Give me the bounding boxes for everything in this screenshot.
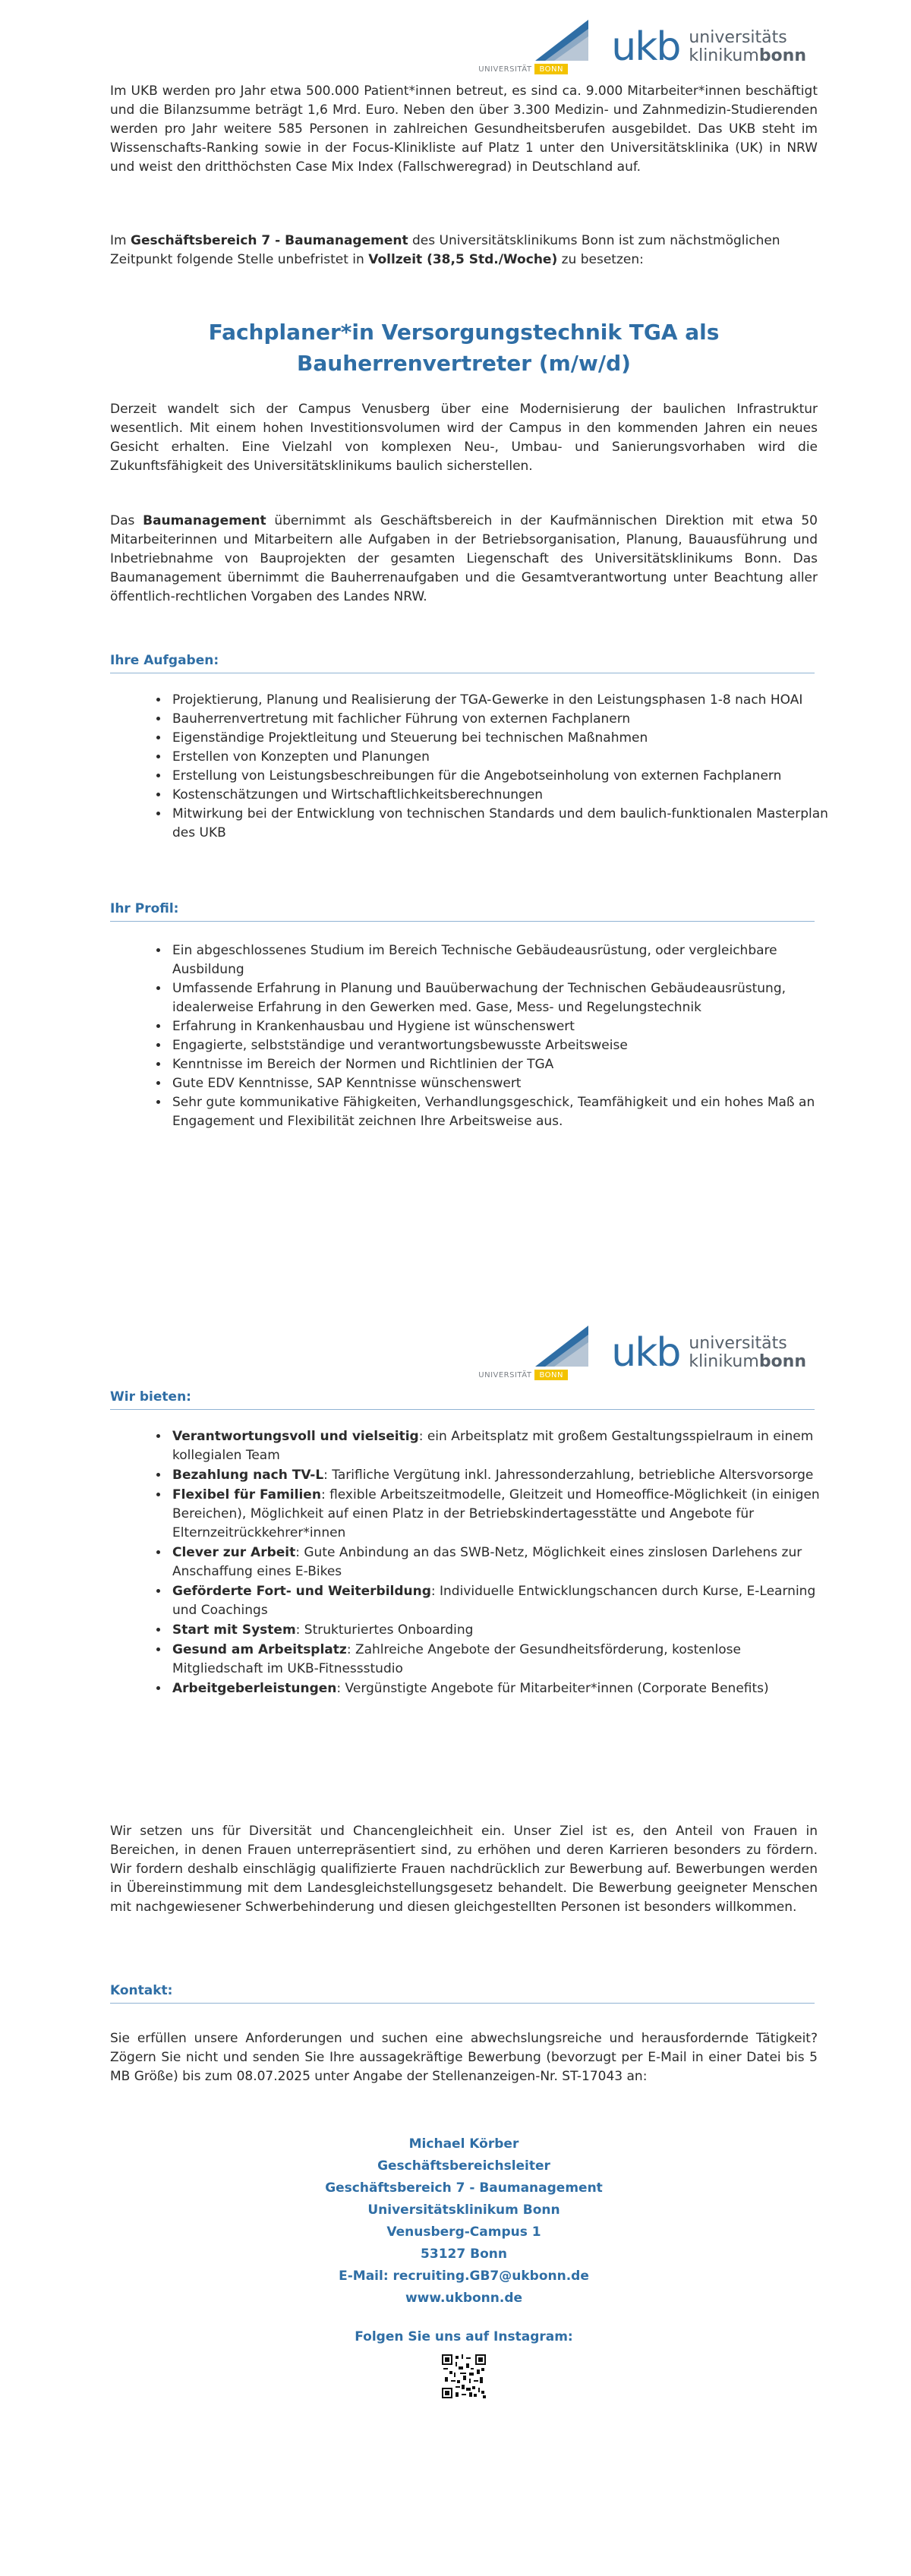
university-logo-caption <box>478 1370 568 1380</box>
description-text-a: Das <box>110 513 143 528</box>
header-logos <box>478 1323 806 1383</box>
list-item <box>169 1543 830 1581</box>
position-paragraph <box>110 232 818 270</box>
ukb-logo-mark: ukb <box>611 1330 680 1376</box>
contact-paragraph: Sie erfüllen unsere Anforderungen und suchen eine abwechslungsreiche und herausfordernde Tätigkeit? Zögern Sie nicht und senden Sie Ihre aussagekräftige Bewerbung (bevorzugt per E-Mail in einer Datei bis 5 MB Größe) bis zum 08.07.2025 unter Angabe der Stellenanzeigen-Nr. ST-17043 an: <box>110 2031 818 2084</box>
uni-caption-text: UNIVERSITÄT <box>478 65 532 74</box>
list-item: • Mitwirkung bei der Entwicklung von technischen Standards und dem baulich-funktionalen Masterplan des UKB <box>169 805 830 843</box>
offer-title: Flexibel für Familien <box>172 1487 321 1502</box>
description-paragraph-2 <box>110 512 818 607</box>
contact-name: Michael Körber <box>408 2136 519 2152</box>
contact-heading: Kontakt: <box>110 1982 815 2004</box>
ukb-logo-klinikum: klinikum <box>689 46 759 65</box>
contact-street: Venusberg-Campus 1 <box>386 2224 541 2240</box>
offer-title: Verantwortungsvoll und vielseitig <box>172 1429 419 1444</box>
university-logo-caption <box>478 64 568 74</box>
university-logo-graphic <box>478 1326 588 1368</box>
list-item: • Erfahrung in Krankenhausbau und Hygiene ist wünschenswert <box>169 1017 830 1036</box>
list-item <box>169 1466 830 1485</box>
list-item: • Gute EDV Kenntnisse, SAP Kenntnisse wünschenswert <box>169 1074 830 1093</box>
tasks-list <box>110 691 830 843</box>
offers-list <box>110 1427 830 1699</box>
offer-title: Arbeitgeberleistungen <box>172 1681 337 1696</box>
list-item <box>169 1641 830 1679</box>
description-text-b: übernimmt als Geschäftsbereich in der Kaufmännischen Direktion mit etwa 50 Mitarbeiterinnen und Mitarbeitern alle Aufgaben in der Betriebsorganisation, Planung, Bauausführung und Inbetriebnahme von Bauprojekten der gesamten Liegenschaft des Universitätsklinikums Bonn. Das Baumanagement übernimmt die Bauherrenaufgaben und die Gesamtverantwortung unter Beachtung aller öffentlich-rechtlichen Vorgaben des Landes NRW. <box>110 513 818 604</box>
ukb-logo-text <box>689 1335 806 1371</box>
offer-title: Geförderte Fort- und Weiterbildung <box>172 1584 431 1599</box>
contact-email[interactable]: E-Mail: recruiting.GB7@ukbonn.de <box>339 2269 589 2284</box>
offer-title: Gesund am Arbeitsplatz <box>172 1642 347 1657</box>
list-item: • Ein abgeschlossenes Studium im Bereich Technische Gebäudeausrüstung, oder vergleichbare Ausbildung <box>169 941 830 979</box>
list-item: • Eigenständige Projektleitung und Steuerung bei technischen Maßnahmen <box>169 729 830 748</box>
uni-caption-bonn: BONN <box>534 1370 568 1380</box>
intro-paragraph: Im UKB werden pro Jahr etwa 500.000 Patient*innen betreut, es sind ca. 9.000 Mitarbeiter*innen beschäftigt und die Bilanzsumme beträgt 1,6 Mrd. Euro. Neben den über 3.300 Medizin- und Zahnmedizin-Studierenden werden pro Jahr weitere 585 Personen in zahlreichen Gesundheitsberufen ausgebildet. Das UKB steht im Wissenschafts-Ranking sowie in der Focus-Klinikliste auf Platz 1 unter den Universitätsklinika (UK) in NRW und weist den dritthöchsten Case Mix Index (Fallschweregrad) in Deutschland auf. <box>110 84 818 175</box>
list-item: • Erstellen von Konzepten und Planungen <box>169 748 830 767</box>
list-item: • Erstellung von Leistungsbeschreibungen für die Angebotseinholung von externen Fachplanern <box>169 767 830 786</box>
instagram-qr-code[interactable] <box>442 2354 486 2398</box>
department-name: Geschäftsbereich 7 - Baumanagement <box>130 233 408 248</box>
offer-title: Bezahlung nach TV-L <box>172 1468 324 1483</box>
list-item <box>169 1582 830 1620</box>
list-item: • Sehr gute kommunikative Fähigkeiten, Verhandlungsgeschick, Teamfähigkeit und ein hohes Maß an Engagement und Flexibilität zeichnen Ihre Arbeitsweise aus. <box>169 1093 830 1131</box>
contact-department: Geschäftsbereich 7 - Baumanagement <box>325 2180 603 2196</box>
ukb-logo-bonn: bonn <box>758 1352 806 1371</box>
contact-organisation: Universitätsklinikum Bonn <box>367 2202 560 2218</box>
ukb-logo-line2 <box>689 1353 806 1371</box>
list-item: • Kenntnisse im Bereich der Normen und Richtlinien der TGA <box>169 1055 830 1074</box>
university-logo-graphic <box>478 20 588 62</box>
diversity-paragraph: Wir setzen uns für Diversität und Chancengleichheit ein. Unser Ziel ist es, den Anteil von Frauen in Bereichen, in denen Frauen unterrepräsentiert sind, zu erhöhen und deren Karrieren besonders zu fördern. Wir fordern deshalb einschlägig qualifizierte Frauen nachdrücklich zur Bewerbung auf. Bewerbungen werden in Übereinstimmung mit dem Landesgleichstellungsgesetz behandelt. Die Bewerbung geeigneter Menschen mit nachgewiesener Schwerbehinderung und diesen gleichgestellten Personen ist besonders willkommen. <box>110 1824 818 1915</box>
ukb-logo-line1: universitäts <box>689 1334 787 1353</box>
offer-text: : Individuelle Entwicklungschancen durch Kurse, E-Learning und Coachings <box>172 1584 816 1618</box>
ukb-logo-line2 <box>689 47 806 65</box>
contact-role: Geschäftsbereichsleiter <box>377 2158 550 2174</box>
baumanagement-term: Baumanagement <box>143 513 266 528</box>
offer-text: : Vergünstigte Angebote für Mitarbeiter*innen (Corporate Benefits) <box>336 1681 769 1696</box>
offer-text: : Zahlreiche Angebote der Gesundheitsförderung, kostenlose Mitgliedschaft im UKB-Fitnessstudio <box>172 1642 741 1676</box>
ukb-logo-text <box>689 29 806 65</box>
offer-text: : Gute Anbindung an das SWB-Netz, Möglichkeit eines zinslosen Darlehens zur Anschaffung eines E-Bikes <box>172 1545 802 1579</box>
ukb-logo-mark: ukb <box>611 24 680 70</box>
tasks-heading: Ihre Aufgaben: <box>110 651 815 673</box>
offer-text: : Strukturiertes Onboarding <box>295 1622 474 1638</box>
profile-list <box>110 941 830 1131</box>
uni-caption-bonn: BONN <box>534 64 568 74</box>
uni-caption-text: UNIVERSITÄT <box>478 1371 532 1379</box>
ukb-logo-klinikum: klinikum <box>689 1352 759 1371</box>
offer-title: Start mit System <box>172 1622 296 1638</box>
position-text-a: Im <box>110 233 131 248</box>
position-text-c: zu besetzen: <box>557 252 644 267</box>
list-item <box>169 1427 830 1465</box>
profile-heading: Ihr Profil: <box>110 900 815 922</box>
offer-text: : flexible Arbeitszeitmodelle, Gleitzeit und Homeoffice-Möglichkeit (in einigen Bereichen), Möglichkeit auf einen Platz in der Betriebskindertagesstätte und Angebote für Elternzeitrückkehrer*innen <box>172 1487 820 1540</box>
header-logos <box>478 17 806 77</box>
ukb-logo-bonn: bonn <box>758 46 806 65</box>
contact-address <box>110 2133 818 2398</box>
list-item: • Bauherrenvertretung mit fachlicher Führung von externen Fachplanern <box>169 710 830 729</box>
offer-text: : ein Arbeitsplatz mit großem Gestaltungsspielraum in einem kollegialen Team <box>172 1429 814 1463</box>
list-item <box>169 1621 830 1640</box>
job-title: Fachplaner*in Versorgungstechnik TGA als Bauherrenvertreter (m/w/d) <box>208 320 720 376</box>
ukb-logo-line1: universitäts <box>689 28 787 47</box>
offer-title: Clever zur Arbeit <box>172 1545 296 1560</box>
offers-heading: Wir bieten: <box>110 1388 815 1410</box>
list-item: • Kostenschätzungen und Wirtschaftlichkeitsberechnungen <box>169 786 830 805</box>
position-text-b: des Universitätsklinikums Bonn ist zum nächstmöglichen Zeitpunkt folgende Stelle unbefristet in <box>110 233 780 267</box>
list-item: • Umfassende Erfahrung in Planung und Bauüberwachung der Technischen Gebäudeausrüstung, idealerweise Erfahrung in den Gewerken med. Gase, Mess- und Regelungstechnik <box>169 979 830 1017</box>
instagram-label: Folgen Sie uns auf Instagram: <box>355 2329 573 2344</box>
list-item: • Projektierung, Planung und Realisierung der TGA-Gewerke in den Leistungsphasen 1-8 nach HOAI <box>169 691 830 710</box>
list-item <box>169 1679 830 1698</box>
offer-text: : Tarifliche Vergütung inkl. Jahressonderzahlung, betriebliche Altersvorsorge <box>323 1468 814 1483</box>
university-bonn-logo <box>478 1326 588 1380</box>
contact-city: 53127 Bonn <box>421 2247 507 2262</box>
page-2 <box>0 1298 911 2576</box>
university-bonn-logo <box>478 20 588 74</box>
description-paragraph-1: Derzeit wandelt sich der Campus Venusberg über eine Modernisierung der baulichen Infrastruktur wesentlich. Mit einem hohen Investitionsvolumen wird der Campus in den kommenden Jahren ein neues Gesicht erhalten. Eine Vielzahl von komplexen Neu-, Umbau- und Sanierungsvorhaben wird die Zukunftsfähigkeit des Universitätsklinikums baulich sicherstellen. <box>110 402 818 474</box>
working-hours: Vollzeit (38,5 Std./Woche) <box>368 252 558 267</box>
list-item <box>169 1486 830 1543</box>
list-item: • Engagierte, selbstständige und verantwortungsbewusste Arbeitsweise <box>169 1036 830 1055</box>
contact-website[interactable]: www.ukbonn.de <box>405 2291 523 2306</box>
